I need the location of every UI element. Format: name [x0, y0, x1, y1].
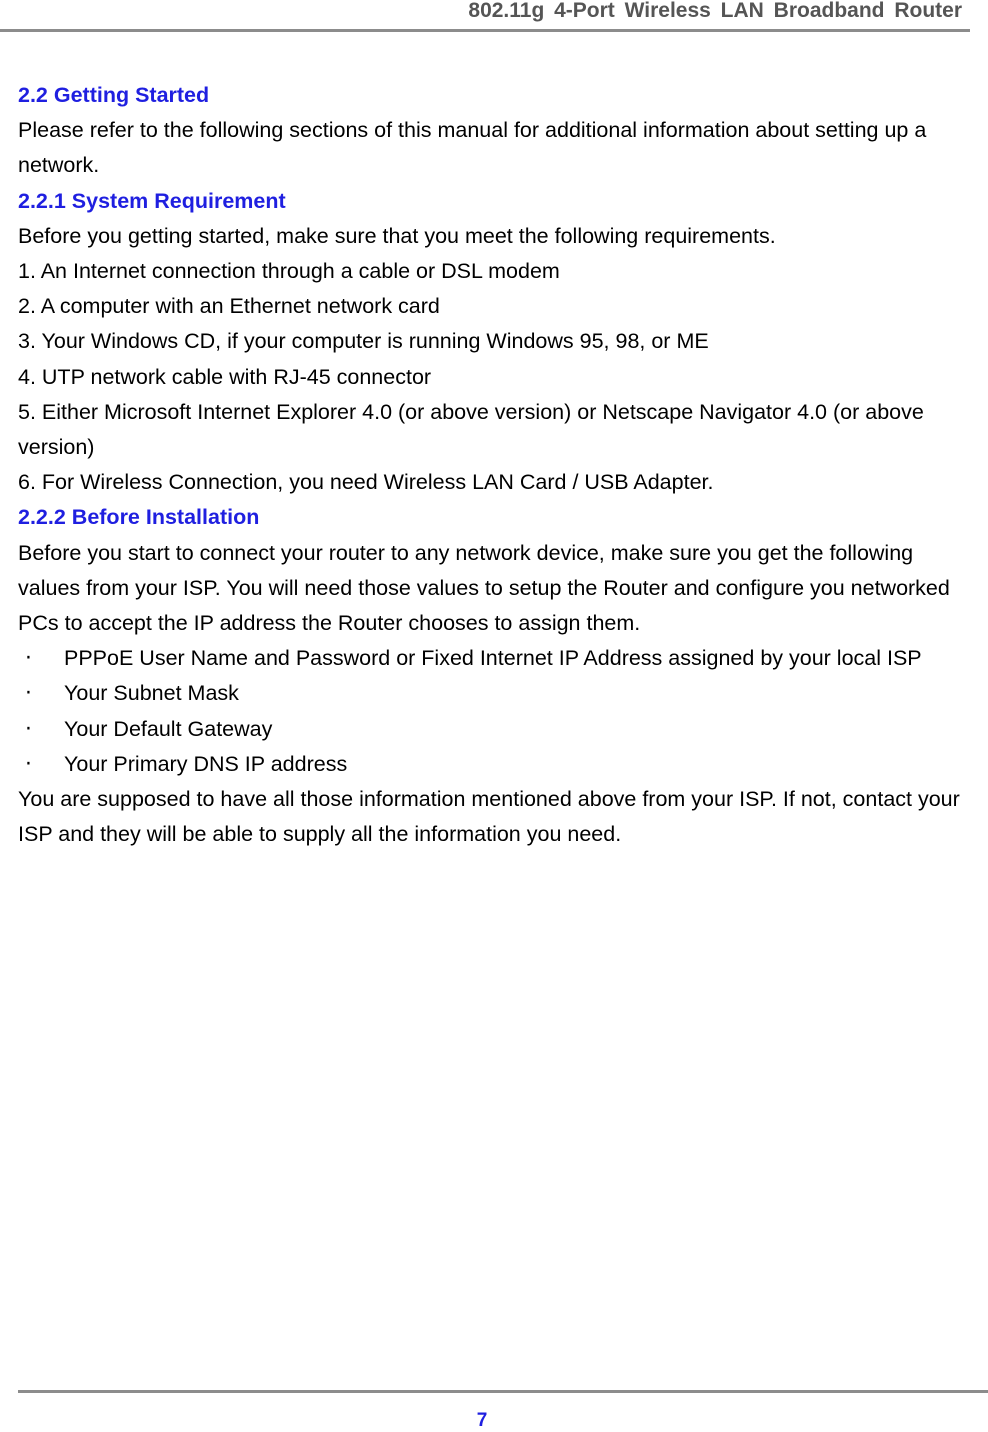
requirement-item: 1. An Internet connection through a cable or DSL modem [18, 259, 560, 284]
bullet-item [18, 676, 968, 711]
header-divider [0, 29, 970, 32]
header-title: 802.11g 4-Port Wireless LAN Broadband Router [468, 0, 962, 22]
requirement-item: 2. A computer with an Ethernet network card [18, 294, 440, 319]
bullet-text: Your Primary DNS IP address [64, 751, 348, 776]
page-content [18, 78, 968, 852]
system-requirement-intro: Before you getting started, make sure that you meet the following requirements. [18, 223, 776, 248]
bullet-text: Your Subnet Mask [64, 681, 239, 706]
heading-system-requirement: 2.2.1 System Requirement [18, 188, 286, 213]
bullet-dot-icon: ‧ [25, 681, 32, 706]
closing-paragraph: You are supposed to have all those information mentioned above from your ISP. If not, contact your ISP and they will be able to supply all the information you need. [18, 787, 960, 847]
heading-getting-started: 2.2 Getting Started [18, 83, 210, 107]
requirement-item: 4. UTP network cable with RJ-45 connector [18, 364, 432, 389]
requirement-item: 6. For Wireless Connection, you need Wireless LAN Card / USB Adapter. [18, 470, 714, 495]
bullet-dot-icon: ‧ [25, 716, 32, 741]
page-number: 7 [476, 1410, 488, 1431]
bullet-text: PPPoE User Name and Password or Fixed Internet IP Address assigned by your local ISP [64, 646, 922, 671]
footer-divider [18, 1390, 988, 1393]
requirement-item: 5. Either Microsoft Internet Explorer 4.0 (or above version) or Netscape Navigator 4.0 (or above version) [18, 399, 924, 460]
bullet-dot-icon: ‧ [25, 646, 32, 671]
bullet-item [18, 641, 968, 676]
getting-started-intro: Please refer to the following sections of this manual for additional information about setting up a network. [18, 118, 927, 178]
before-installation-intro: Before you start to connect your router to any network device, make sure you get the following values from your ISP. You will need those values to setup the Router and configure you networked PCs to accept the IP address the Router chooses to assign them. [18, 540, 950, 636]
bullet-text: Your Default Gateway [64, 716, 273, 741]
bullet-item [18, 747, 968, 782]
requirement-item: 3. Your Windows CD, if your computer is running Windows 95, 98, or ME [18, 329, 709, 354]
bullet-dot-icon: ‧ [25, 751, 32, 776]
heading-before-installation: 2.2.2 Before Installation [18, 505, 260, 530]
bullet-item [18, 712, 968, 747]
